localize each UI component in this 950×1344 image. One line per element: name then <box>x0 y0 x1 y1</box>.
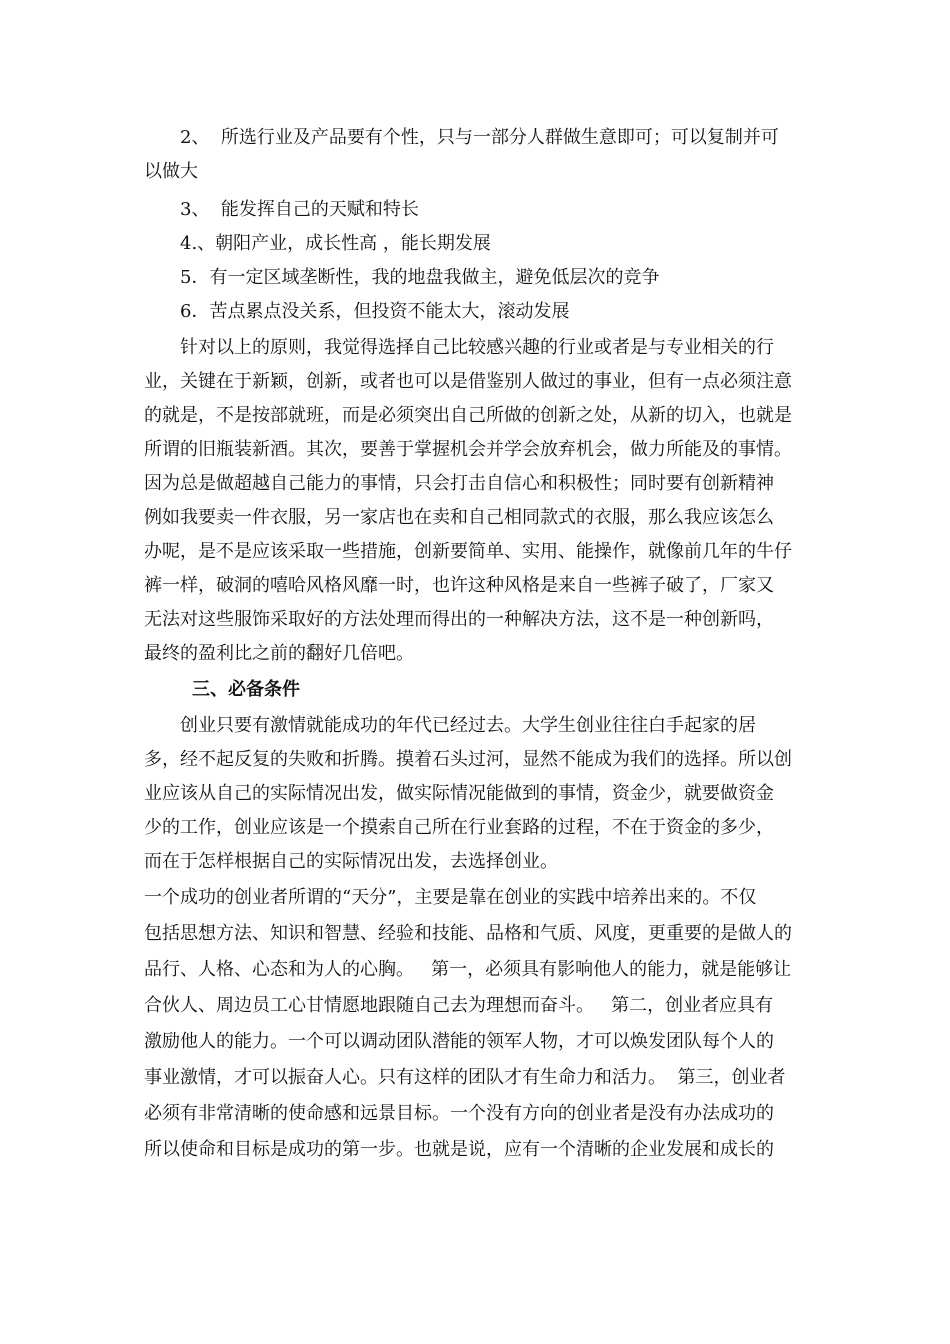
paragraph-line: 创业只要有激情就能成功的年代已经过去。大学生创业往往白手起家的居 <box>180 715 756 736</box>
paragraph-line: 少的工作，创业应该是一个摸索自己所在行业套路的过程，不在于资金的多少， <box>144 817 774 838</box>
paragraph-line: 品行、人格、心态和为人的心胸。 第一，必须具有影响他人的能力，就是能够让 <box>144 959 792 980</box>
paragraph-line: 一个成功的创业者所谓的“天分”，主要是靠在创业的实践中培养出来的。不仅 <box>144 887 757 908</box>
paragraph-line: 激励他人的能力。一个可以调动团队潜能的领军人物，才可以焕发团队每个人的 <box>144 1031 774 1052</box>
paragraph-line: 必须有非常清晰的使命感和远景目标。一个没有方向的创业者是没有办法成功的 <box>144 1103 774 1124</box>
list-item-2: 2、 所选行业及产品要有个性，只与一部分人群做生意即可；可以复制并可 <box>180 127 779 148</box>
paragraph-line: 所以使命和目标是成功的第一步。也就是说，应有一个清晰的企业发展和成长的 <box>144 1139 774 1160</box>
paragraph-line: 办呢，是不是应该采取一些措施，创新要简单、实用、能操作，就像前几年的牛仔 <box>144 541 792 562</box>
paragraph-line: 针对以上的原则，我觉得选择自己比较感兴趣的行业或者是与专业相关的行 <box>180 337 774 358</box>
paragraph-line: 无法对这些服饰采取好的方法处理而得出的一种解决方法，这不是一种创新吗， <box>144 609 774 630</box>
paragraph-line: 而在于怎样根据自己的实际情况出发，去选择创业。 <box>144 851 558 872</box>
paragraph-line: 裤一样，破洞的嘻哈风格风靡一时，也许这种风格是来自一些裤子破了，厂家又 <box>144 575 774 596</box>
paragraph-line: 的就是，不是按部就班，而是必须突出自己所做的创新之处，从新的切入，也就是 <box>144 405 792 426</box>
section-heading: 三、必备条件 <box>192 679 300 700</box>
paragraph-line: 例如我要卖一件衣服，另一家店也在卖和自己相同款式的衣服，那么我应该怎么 <box>144 507 774 528</box>
paragraph-line: 业，关键在于新颖，创新，或者也可以是借鉴别人做过的事业，但有一点必须注意 <box>144 371 792 392</box>
paragraph-line: 多，经不起反复的失败和折腾。摸着石头过河，显然不能成为我们的选择。所以创 <box>144 749 792 770</box>
list-item-5: 5．有一定区域垄断性，我的地盘我做主，避免低层次的竞争 <box>180 267 660 288</box>
paragraph-line: 包括思想方法、知识和智慧、经验和技能、品格和气质、风度，更重要的是做人的 <box>144 923 792 944</box>
list-item-6: 6．苦点累点没关系，但投资不能太大，滚动发展 <box>180 301 570 322</box>
list-item-4: 4.、朝阳产业，成长性高 ，能长期发展 <box>180 233 491 254</box>
paragraph-line: 事业激情，才可以振奋人心。只有这样的团队才有生命力和活力。 第三，创业者 <box>144 1067 786 1088</box>
paragraph-line: 业应该从自己的实际情况出发，做实际情况能做到的事情，资金少，就要做资金 <box>144 783 774 804</box>
paragraph-line: 所谓的旧瓶装新酒。其次，要善于掌握机会并学会放弃机会，做力所能及的事情。 <box>144 439 792 460</box>
paragraph-line: 最终的盈利比之前的翻好几倍吧。 <box>144 643 414 664</box>
list-item-3: 3、 能发挥自己的天赋和特长 <box>180 199 419 220</box>
list-item-2-continued: 以做大 <box>144 161 198 182</box>
paragraph-line: 合伙人、周边员工心甘情愿地跟随自己去为理想而奋斗。 第二，创业者应具有 <box>144 995 774 1016</box>
paragraph-line: 因为总是做超越自己能力的事情，只会打击自信心和积极性；同时要有创新精神 <box>144 473 774 494</box>
